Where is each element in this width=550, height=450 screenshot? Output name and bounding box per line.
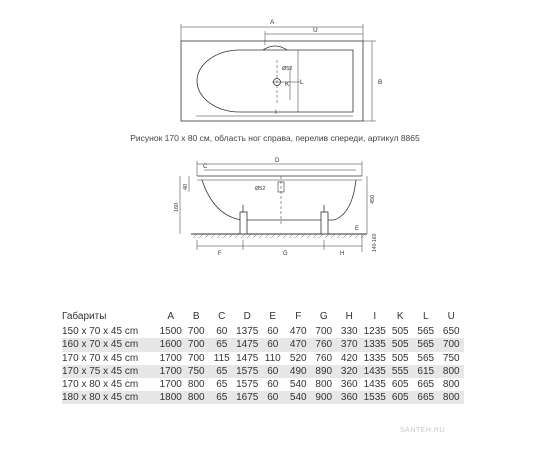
label-A: A (270, 19, 275, 26)
table-cell-value: 60 (260, 338, 286, 351)
table-cell-value: 320 (337, 365, 363, 378)
table-row (62, 391, 464, 404)
side-tub-body (202, 180, 356, 220)
label-I: I (275, 109, 277, 116)
label-G: G (283, 251, 288, 257)
label-E: E (355, 226, 360, 232)
top-view-labels (270, 19, 382, 116)
side-view (180, 161, 367, 252)
table-cell-value: 605 (388, 391, 414, 404)
table-cell-value: 800 (439, 365, 465, 378)
table-cell-value: 60 (267, 379, 279, 391)
header-G: G (319, 311, 328, 322)
header-D: D (243, 311, 251, 322)
table-cell-value: 505 (391, 326, 409, 338)
label-side-drain: Ø52 (255, 186, 266, 192)
table-cell-value: 370 (337, 338, 363, 351)
table-row (62, 325, 464, 338)
label-160: 160 (174, 202, 180, 212)
table-cell-size: 170 x 80 x 45 cm (62, 379, 139, 391)
table-cell-value: 65 (209, 365, 235, 378)
header-A: A (167, 311, 175, 322)
table-cell-value: 520 (289, 352, 307, 364)
table-row (62, 352, 464, 365)
label-450: 450 (370, 194, 376, 204)
table-cell-value: 470 (286, 338, 312, 351)
front-leg (240, 212, 247, 234)
table-cell-value: 565 (417, 352, 435, 364)
table-cell-value: 750 (184, 365, 210, 378)
table-cell-value: 565 (417, 326, 435, 338)
table-cell-value: 60 (267, 326, 279, 338)
top-view (181, 24, 376, 121)
label-140-160: 140-160 (372, 233, 378, 252)
table-cell-value: 800 (439, 391, 465, 404)
table-cell-value: 700 (315, 326, 333, 338)
header-dimensions: Габариты (62, 311, 107, 322)
table-cell-value: 1575 (236, 379, 259, 391)
table-cell-value: 1700 (159, 365, 182, 377)
table-row (62, 365, 464, 378)
header-C: C (218, 311, 226, 322)
header-H: H (345, 311, 353, 322)
table-cell-value: 360 (337, 391, 363, 404)
table-cell-size: 170 x 75 x 45 cm (62, 365, 158, 378)
header-B: B (192, 311, 200, 322)
header-E: E (269, 311, 277, 322)
table-cell-value: 700 (439, 338, 465, 351)
table-cell-value: 60 (260, 365, 286, 378)
table-cell-size: 160 x 70 x 45 cm (62, 338, 158, 351)
label-F: F (218, 251, 222, 257)
table-cell-value: 505 (391, 352, 409, 364)
table-cell-value: 115 (213, 352, 230, 364)
table-cell-value: 1435 (363, 379, 386, 391)
label-U: U (313, 27, 318, 34)
table-cell-value: 1575 (236, 365, 259, 377)
table-cell-value: 605 (391, 379, 409, 391)
table-cell-value: 700 (184, 338, 210, 351)
table-cell-value: 505 (388, 338, 414, 351)
figure-caption: Рисунок 170 х 80 см, область ног справа, перелив спереди, артикул 8865 (130, 133, 420, 143)
table-cell-value: 1475 (236, 339, 259, 351)
table-cell-value: 700 (187, 326, 205, 338)
table-header-row (62, 310, 464, 325)
table-cell-value: 665 (413, 391, 439, 404)
table-cell-value: 420 (340, 352, 358, 364)
table-cell-value: 760 (311, 338, 337, 351)
table-cell-value: 330 (340, 326, 358, 338)
table-cell-value: 650 (442, 326, 460, 338)
table-cell-value: 60 (260, 391, 286, 404)
table-cell-value: 65 (209, 391, 235, 404)
table-cell-value: 900 (311, 391, 337, 404)
table-cell-value: 1535 (363, 392, 386, 404)
rear-leg (321, 212, 328, 234)
table-cell-value: 1375 (236, 326, 259, 338)
table-cell-value: 890 (311, 365, 337, 378)
label-H: H (340, 251, 345, 257)
tub-inner-basin (197, 50, 353, 112)
table-row (62, 338, 464, 351)
table-cell-value: 470 (289, 326, 307, 338)
label-L: L (300, 79, 304, 86)
table-row (62, 378, 464, 391)
table-cell-value: 1235 (363, 326, 386, 338)
table-cell-value: 1700 (159, 352, 182, 364)
table-cell-value: 110 (264, 352, 281, 364)
table-cell-size: 180 x 80 x 45 cm (62, 391, 158, 404)
table-cell-value: 1500 (159, 326, 182, 338)
table-cell-value: 750 (442, 352, 460, 364)
table-cell-value: 760 (315, 352, 333, 364)
table-cell-value: 60 (216, 326, 228, 338)
table-cell-value: 1800 (159, 392, 182, 404)
label-B: B (378, 79, 383, 86)
table-cell-value: 1335 (363, 339, 386, 351)
header-K: K (396, 311, 404, 322)
header-L: L (422, 311, 429, 322)
dimensions-table (62, 310, 464, 404)
overflow-bump (263, 46, 287, 50)
table-cell-value: 1435 (363, 365, 386, 377)
table-cell-value: 1700 (159, 379, 182, 391)
table-cell-value: 665 (417, 379, 435, 391)
table-cell-size: 150 x 70 x 45 cm (62, 326, 139, 338)
table-cell-value: 360 (340, 379, 358, 391)
table-cell-value: 540 (286, 391, 312, 404)
label-drain-size: Ø52 (282, 66, 293, 72)
table-cell-value: 800 (187, 379, 205, 391)
header-U: U (447, 311, 455, 322)
table-cell-value: 1600 (159, 339, 182, 351)
table-cell-value: 565 (413, 338, 439, 351)
table-cell-value: 615 (413, 365, 439, 378)
table-cell-value: 800 (315, 379, 333, 391)
header-I: I (373, 311, 377, 322)
table-cell-value: 540 (289, 379, 307, 391)
label-K: K (285, 81, 290, 88)
label-D: D (275, 158, 280, 164)
header-F: F (295, 311, 302, 322)
watermark: SANTEH.RU (400, 427, 445, 434)
table-cell-value: 1335 (363, 352, 386, 364)
label-40: 40 (183, 183, 189, 190)
table-cell-value: 65 (216, 379, 228, 391)
label-C: C (203, 164, 208, 170)
tub-outer-rim (181, 41, 363, 121)
table-cell-value: 700 (187, 352, 205, 364)
table-cell-size: 170 x 70 x 45 cm (62, 352, 139, 364)
table-cell-value: 1475 (236, 352, 259, 364)
table-cell-value: 800 (442, 379, 460, 391)
table-cell-value: 800 (184, 391, 210, 404)
floor-hatch (193, 234, 365, 238)
table-cell-value: 65 (209, 338, 235, 351)
side-view-labels (174, 158, 378, 257)
table-cell-value: 555 (388, 365, 414, 378)
table-cell-value: 490 (286, 365, 312, 378)
table-cell-value: 1675 (236, 392, 259, 404)
